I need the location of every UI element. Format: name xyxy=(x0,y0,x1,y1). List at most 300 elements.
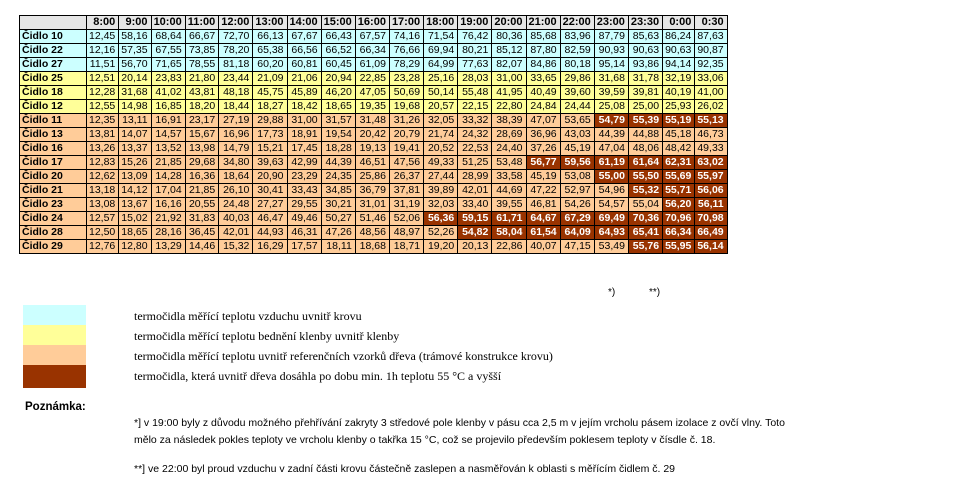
value-cell: 21,09 xyxy=(253,72,287,86)
value-cell: 13,37 xyxy=(119,142,151,156)
value-cell: 18,68 xyxy=(355,240,389,254)
value-cell-hot: 56,20 xyxy=(663,198,695,212)
value-cell: 36,79 xyxy=(355,184,389,198)
value-cell: 20,42 xyxy=(355,128,389,142)
table-row xyxy=(20,170,728,184)
value-cell-hot: 54,82 xyxy=(458,226,492,240)
value-cell: 90,63 xyxy=(663,44,695,58)
value-cell: 66,43 xyxy=(321,30,355,44)
value-cell: 29,55 xyxy=(287,198,321,212)
value-cell: 18,28 xyxy=(321,142,355,156)
value-cell: 52,06 xyxy=(389,212,423,226)
value-cell: 49,33 xyxy=(424,156,458,170)
value-cell: 27,44 xyxy=(424,170,458,184)
value-cell: 83,96 xyxy=(560,30,594,44)
value-cell: 67,55 xyxy=(151,44,185,58)
sensor-label: Čidlo 10 xyxy=(20,30,87,44)
value-cell: 44,39 xyxy=(321,156,355,170)
value-cell: 54,96 xyxy=(594,184,628,198)
value-cell: 53,08 xyxy=(560,170,594,184)
value-cell: 14,57 xyxy=(151,128,185,142)
sensor-label: Čidlo 18 xyxy=(20,86,87,100)
value-cell: 72,70 xyxy=(219,30,253,44)
value-cell: 50,14 xyxy=(424,86,458,100)
value-cell: 87,80 xyxy=(526,44,560,58)
value-cell: 47,05 xyxy=(355,86,389,100)
table-row xyxy=(20,212,728,226)
legend-text-wood: termočidla měřící teplotu uvnitř referenčních vzorků dřeva (trámové konstrukce krovu) xyxy=(134,349,553,363)
value-cell: 65,38 xyxy=(253,44,287,58)
value-cell: 81,18 xyxy=(219,58,253,72)
value-cell: 67,67 xyxy=(287,30,321,44)
value-cell: 13,81 xyxy=(87,128,119,142)
value-cell: 33,32 xyxy=(458,114,492,128)
value-cell: 30,21 xyxy=(321,198,355,212)
value-cell: 48,18 xyxy=(219,86,253,100)
sensor-label: Čidlo 21 xyxy=(20,184,87,198)
legend-text-vault: termočidla měřící teplotu bednění klenby uvnitř klenby xyxy=(134,329,400,343)
value-cell: 78,55 xyxy=(185,58,219,72)
column-header: 15:00 xyxy=(321,16,355,30)
value-cell: 12,16 xyxy=(87,44,119,58)
value-cell: 15,67 xyxy=(185,128,219,142)
value-cell: 12,28 xyxy=(87,86,119,100)
value-cell: 26,02 xyxy=(695,100,727,114)
value-cell-hot: 55,95 xyxy=(663,240,695,254)
value-cell: 94,14 xyxy=(663,58,695,72)
value-cell-hot: 66,34 xyxy=(663,226,695,240)
value-cell: 24,44 xyxy=(560,100,594,114)
value-cell: 18,65 xyxy=(119,226,151,240)
column-header: 20:00 xyxy=(492,16,526,30)
value-cell-hot: 64,67 xyxy=(526,212,560,226)
value-cell: 71,65 xyxy=(151,58,185,72)
value-cell: 13,26 xyxy=(87,142,119,156)
value-cell: 80,21 xyxy=(458,44,492,58)
value-cell: 33,65 xyxy=(526,72,560,86)
value-cell: 16,29 xyxy=(253,240,287,254)
value-cell: 55,04 xyxy=(628,198,662,212)
table-row xyxy=(20,156,728,170)
value-cell: 23,28 xyxy=(389,72,423,86)
value-cell: 24,32 xyxy=(458,128,492,142)
table-row xyxy=(20,114,728,128)
value-cell: 66,34 xyxy=(355,44,389,58)
value-cell: 47,15 xyxy=(560,240,594,254)
footnote-mark-2: **) xyxy=(649,287,661,298)
value-cell: 44,39 xyxy=(594,128,628,142)
value-cell: 90,93 xyxy=(594,44,628,58)
value-cell: 41,00 xyxy=(695,86,727,100)
column-header: 23:00 xyxy=(594,16,628,30)
value-cell-hot: 54,79 xyxy=(594,114,628,128)
value-cell: 78,20 xyxy=(219,44,253,58)
value-cell: 34,85 xyxy=(321,184,355,198)
value-cell: 13,09 xyxy=(119,170,151,184)
footnote-mark-1: *) xyxy=(608,287,616,298)
note-second: **] ve 22:00 byl proud vzduchu v zadní části krovu částečně zaslepen a nasměřován k oblasti s měřícím čidlem č. 29 xyxy=(134,463,676,475)
value-cell: 40,19 xyxy=(663,86,695,100)
value-cell: 31,68 xyxy=(594,72,628,86)
value-cell: 19,68 xyxy=(389,100,423,114)
value-cell: 39,60 xyxy=(560,86,594,100)
value-cell: 17,45 xyxy=(287,142,321,156)
value-cell-hot: 55,39 xyxy=(628,114,662,128)
value-cell-hot: 55,71 xyxy=(663,184,695,198)
value-cell: 60,20 xyxy=(253,58,287,72)
value-cell: 16,85 xyxy=(151,100,185,114)
value-cell: 24,35 xyxy=(321,170,355,184)
value-cell: 33,06 xyxy=(695,72,727,86)
value-cell: 16,16 xyxy=(151,198,185,212)
table-row xyxy=(20,30,728,44)
value-cell: 82,07 xyxy=(492,58,526,72)
value-cell: 12,35 xyxy=(87,114,119,128)
value-cell: 25,86 xyxy=(355,170,389,184)
value-cell: 33,40 xyxy=(458,198,492,212)
value-cell-hot: 56,06 xyxy=(695,184,727,198)
value-cell-hot: 67,29 xyxy=(560,212,594,226)
value-cell: 66,13 xyxy=(253,30,287,44)
value-cell: 87,79 xyxy=(594,30,628,44)
value-cell: 46,20 xyxy=(321,86,355,100)
value-cell: 11,51 xyxy=(87,58,119,72)
value-cell: 66,67 xyxy=(185,30,219,44)
value-cell-hot: 69,49 xyxy=(594,212,628,226)
value-cell-hot: 56,14 xyxy=(695,240,727,254)
note-title: Poznámka: xyxy=(25,401,86,413)
value-cell: 28,99 xyxy=(458,170,492,184)
value-cell: 45,75 xyxy=(253,86,287,100)
value-cell: 40,03 xyxy=(219,212,253,226)
value-cell: 18,44 xyxy=(219,100,253,114)
value-cell-hot: 64,93 xyxy=(594,226,628,240)
value-cell: 39,59 xyxy=(594,86,628,100)
column-header: 9:00 xyxy=(119,16,151,30)
value-cell: 84,86 xyxy=(526,58,560,72)
value-cell: 23,17 xyxy=(185,114,219,128)
value-cell-hot: 64,09 xyxy=(560,226,594,240)
value-cell: 54,57 xyxy=(594,198,628,212)
value-cell-hot: 55,00 xyxy=(594,170,628,184)
value-cell: 82,59 xyxy=(560,44,594,58)
value-cell: 42,01 xyxy=(219,226,253,240)
value-cell: 15,26 xyxy=(119,156,151,170)
value-cell: 15,32 xyxy=(219,240,253,254)
sensor-label: Čidlo 11 xyxy=(20,114,87,128)
value-cell-hot: 61,54 xyxy=(526,226,560,240)
value-cell: 29,68 xyxy=(185,156,219,170)
value-cell: 46,73 xyxy=(695,128,727,142)
value-cell: 19,41 xyxy=(389,142,423,156)
value-cell: 31,00 xyxy=(287,114,321,128)
value-cell: 17,73 xyxy=(253,128,287,142)
sensor-label: Čidlo 12 xyxy=(20,100,87,114)
value-cell: 47,22 xyxy=(526,184,560,198)
value-cell: 77,63 xyxy=(458,58,492,72)
value-cell: 90,87 xyxy=(695,44,727,58)
value-cell: 48,56 xyxy=(355,226,389,240)
value-cell: 21,80 xyxy=(185,72,219,86)
table-row xyxy=(20,226,728,240)
column-header: 13:00 xyxy=(253,16,287,30)
value-cell: 12,55 xyxy=(87,100,119,114)
value-cell: 92,35 xyxy=(695,58,727,72)
column-header: 19:00 xyxy=(458,16,492,30)
value-cell: 25,00 xyxy=(628,100,662,114)
table-row xyxy=(20,86,728,100)
value-cell-hot: 55,32 xyxy=(628,184,662,198)
value-cell: 12,76 xyxy=(87,240,119,254)
value-cell: 46,31 xyxy=(287,226,321,240)
value-cell: 53,49 xyxy=(594,240,628,254)
value-cell-hot: 55,97 xyxy=(695,170,727,184)
value-cell: 48,06 xyxy=(628,142,662,156)
value-cell: 41,02 xyxy=(151,86,185,100)
column-header: 17:00 xyxy=(389,16,423,30)
value-cell: 31,57 xyxy=(321,114,355,128)
value-cell-hot: 55,13 xyxy=(695,114,727,128)
value-cell: 25,16 xyxy=(424,72,458,86)
value-cell: 39,89 xyxy=(424,184,458,198)
value-cell: 85,68 xyxy=(526,30,560,44)
sensor-label: Čidlo 23 xyxy=(20,198,87,212)
value-cell-hot: 62,31 xyxy=(663,156,695,170)
table-row xyxy=(20,240,728,254)
value-cell: 52,26 xyxy=(424,226,458,240)
value-cell: 66,52 xyxy=(321,44,355,58)
value-cell: 44,93 xyxy=(253,226,287,240)
value-cell: 24,40 xyxy=(492,142,526,156)
value-cell: 18,91 xyxy=(287,128,321,142)
value-cell: 20,57 xyxy=(424,100,458,114)
value-cell: 13,52 xyxy=(151,142,185,156)
value-cell: 44,69 xyxy=(492,184,526,198)
value-cell: 26,37 xyxy=(389,170,423,184)
value-cell: 29,88 xyxy=(253,114,287,128)
value-cell-hot: 55,19 xyxy=(663,114,695,128)
value-cell: 74,16 xyxy=(389,30,423,44)
value-cell: 47,07 xyxy=(526,114,560,128)
value-cell: 40,49 xyxy=(526,86,560,100)
sensor-label: Čidlo 22 xyxy=(20,44,87,58)
note-first-line2: mělo za následek pokles teploty ve vrcholu klenby o takřka 15 °C, což se projevilo především poklesem teploty v čísdle č. 18. xyxy=(134,434,716,446)
value-cell: 48,97 xyxy=(389,226,423,240)
sensor-label: Čidlo 28 xyxy=(20,226,87,240)
value-cell: 48,42 xyxy=(663,142,695,156)
value-cell: 52,97 xyxy=(560,184,594,198)
column-header: 14:00 xyxy=(287,16,321,30)
value-cell: 47,26 xyxy=(321,226,355,240)
column-header: 0:30 xyxy=(695,16,727,30)
column-header: 22:00 xyxy=(560,16,594,30)
value-cell: 39,81 xyxy=(628,86,662,100)
value-cell: 32,19 xyxy=(663,72,695,86)
value-cell: 12,57 xyxy=(87,212,119,226)
table-row xyxy=(20,44,728,58)
value-cell: 16,36 xyxy=(185,170,219,184)
value-cell: 14,07 xyxy=(119,128,151,142)
value-cell: 16,91 xyxy=(151,114,185,128)
value-cell: 16,96 xyxy=(219,128,253,142)
column-header: 23:30 xyxy=(628,16,662,30)
value-cell: 20,90 xyxy=(253,170,287,184)
value-cell: 27,19 xyxy=(219,114,253,128)
value-cell-hot: 56,36 xyxy=(424,212,458,226)
value-cell: 73,85 xyxy=(185,44,219,58)
value-cell-hot: 63,02 xyxy=(695,156,727,170)
value-cell: 50,69 xyxy=(389,86,423,100)
value-cell: 38,39 xyxy=(492,114,526,128)
value-cell-hot: 70,96 xyxy=(663,212,695,226)
value-cell-hot: 70,36 xyxy=(628,212,662,226)
value-cell: 95,14 xyxy=(594,58,628,72)
note-first-line1: *] v 19:00 byly z důvodu možného přehřívání zakryty 3 středové pole klenby v pásu cca 2,5 m v jejím vrcholu pásem izolace z ovčí vlny. Toto xyxy=(134,417,785,429)
value-cell: 31,78 xyxy=(628,72,662,86)
legend-swatch-hot xyxy=(23,365,86,388)
value-cell: 14,28 xyxy=(151,170,185,184)
value-cell: 60,81 xyxy=(287,58,321,72)
value-cell: 28,03 xyxy=(458,72,492,86)
value-cell: 32,03 xyxy=(424,198,458,212)
value-cell: 33,43 xyxy=(287,184,321,198)
value-cell-hot: 59,15 xyxy=(458,212,492,226)
value-cell: 20,55 xyxy=(185,198,219,212)
value-cell: 23,83 xyxy=(151,72,185,86)
value-cell: 12,51 xyxy=(87,72,119,86)
value-cell: 19,54 xyxy=(321,128,355,142)
sensor-label: Čidlo 20 xyxy=(20,170,87,184)
value-cell: 26,10 xyxy=(219,184,253,198)
value-cell: 39,63 xyxy=(253,156,287,170)
column-header: 11:00 xyxy=(185,16,219,30)
value-cell: 21,06 xyxy=(287,72,321,86)
value-cell: 18,27 xyxy=(253,100,287,114)
value-cell: 47,56 xyxy=(389,156,423,170)
sensor-label: Čidlo 29 xyxy=(20,240,87,254)
value-cell: 66,56 xyxy=(287,44,321,58)
value-cell: 15,21 xyxy=(253,142,287,156)
value-cell: 80,18 xyxy=(560,58,594,72)
value-cell: 12,62 xyxy=(87,170,119,184)
value-cell: 76,42 xyxy=(458,30,492,44)
value-cell: 23,29 xyxy=(287,170,321,184)
value-cell: 24,48 xyxy=(219,198,253,212)
value-cell: 20,52 xyxy=(424,142,458,156)
value-cell: 13,67 xyxy=(119,198,151,212)
table-row xyxy=(20,58,728,72)
value-cell: 21,92 xyxy=(151,212,185,226)
value-cell: 17,57 xyxy=(287,240,321,254)
value-cell: 85,12 xyxy=(492,44,526,58)
value-cell-hot: 56,11 xyxy=(695,198,727,212)
value-cell: 31,83 xyxy=(185,212,219,226)
value-cell: 47,04 xyxy=(594,142,628,156)
value-cell: 13,98 xyxy=(185,142,219,156)
value-cell: 80,36 xyxy=(492,30,526,44)
value-cell: 90,63 xyxy=(628,44,662,58)
value-cell: 76,66 xyxy=(389,44,423,58)
value-cell: 14,12 xyxy=(119,184,151,198)
value-cell: 22,86 xyxy=(492,240,526,254)
value-cell: 31,68 xyxy=(119,86,151,100)
value-cell: 18,65 xyxy=(321,100,355,114)
value-cell: 21,74 xyxy=(424,128,458,142)
value-cell: 46,81 xyxy=(526,198,560,212)
value-cell: 53,48 xyxy=(492,156,526,170)
value-cell: 31,26 xyxy=(389,114,423,128)
value-cell: 87,63 xyxy=(695,30,727,44)
value-cell: 13,18 xyxy=(87,184,119,198)
value-cell: 14,79 xyxy=(219,142,253,156)
value-cell: 21,85 xyxy=(151,156,185,170)
value-cell: 61,09 xyxy=(355,58,389,72)
temperature-table xyxy=(19,15,728,254)
value-cell: 28,69 xyxy=(492,128,526,142)
value-cell: 20,79 xyxy=(389,128,423,142)
value-cell-hot: 61,19 xyxy=(594,156,628,170)
value-cell: 15,02 xyxy=(119,212,151,226)
value-cell: 20,14 xyxy=(119,72,151,86)
value-cell: 67,57 xyxy=(355,30,389,44)
value-cell: 22,85 xyxy=(355,72,389,86)
column-header: 12:00 xyxy=(219,16,253,30)
value-cell: 28,16 xyxy=(151,226,185,240)
value-cell: 49,33 xyxy=(695,142,727,156)
value-cell: 18,11 xyxy=(321,240,355,254)
value-cell: 85,63 xyxy=(628,30,662,44)
value-cell: 37,26 xyxy=(526,142,560,156)
table-header-row xyxy=(20,16,728,30)
column-header: 0:00 xyxy=(663,16,695,30)
value-cell: 13,08 xyxy=(87,198,119,212)
value-cell: 86,24 xyxy=(663,30,695,44)
value-cell-hot: 61,71 xyxy=(492,212,526,226)
value-cell: 41,95 xyxy=(492,86,526,100)
value-cell: 46,51 xyxy=(355,156,389,170)
value-cell-hot: 61,64 xyxy=(628,156,662,170)
value-cell: 37,81 xyxy=(389,184,423,198)
value-cell-hot: 56,77 xyxy=(526,156,560,170)
value-cell: 57,35 xyxy=(119,44,151,58)
value-cell: 60,45 xyxy=(321,58,355,72)
value-cell: 20,94 xyxy=(321,72,355,86)
value-cell: 18,42 xyxy=(287,100,321,114)
value-cell-hot: 65,41 xyxy=(628,226,662,240)
value-cell: 18,64 xyxy=(219,170,253,184)
value-cell: 25,93 xyxy=(663,100,695,114)
value-cell: 12,45 xyxy=(87,30,119,44)
value-cell: 51,25 xyxy=(458,156,492,170)
value-cell: 22,53 xyxy=(458,142,492,156)
value-cell: 39,55 xyxy=(492,198,526,212)
value-cell: 55,48 xyxy=(458,86,492,100)
value-cell: 78,29 xyxy=(389,58,423,72)
column-header: 10:00 xyxy=(151,16,185,30)
sensor-label: Čidlo 13 xyxy=(20,128,87,142)
value-cell-hot: 55,69 xyxy=(663,170,695,184)
value-cell: 43,03 xyxy=(560,128,594,142)
value-cell: 13,11 xyxy=(119,114,151,128)
value-cell: 18,20 xyxy=(185,100,219,114)
value-cell: 56,70 xyxy=(119,58,151,72)
column-header: 18:00 xyxy=(424,16,458,30)
value-cell: 42,99 xyxy=(287,156,321,170)
value-cell: 36,45 xyxy=(185,226,219,240)
column-header: 8:00 xyxy=(87,16,119,30)
value-cell: 30,41 xyxy=(253,184,287,198)
value-cell: 27,27 xyxy=(253,198,287,212)
